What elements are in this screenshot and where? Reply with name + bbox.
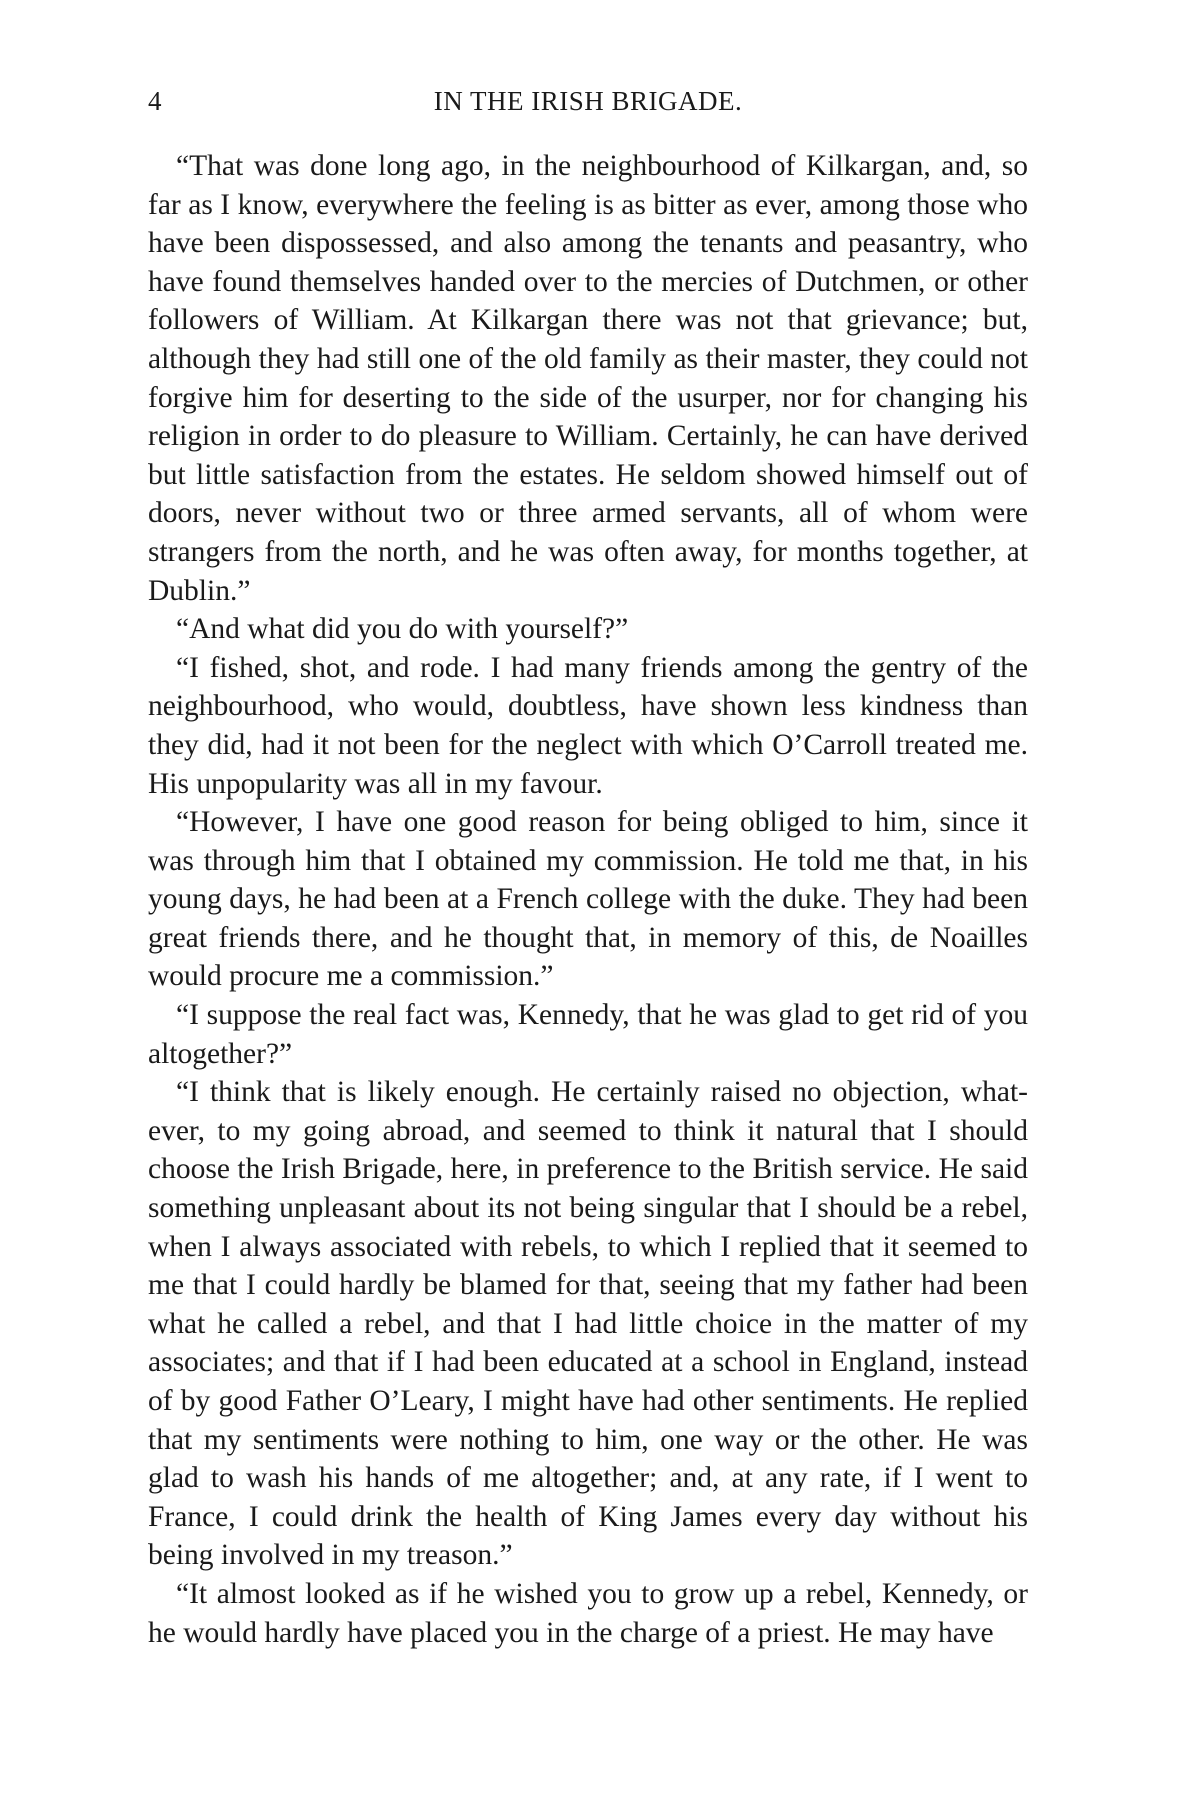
paragraph: “It almost looked as if he wished you to grow up a rebel, Kennedy, or he would hardly have placed you in the charge of a priest. He may have bbox=[148, 1577, 1028, 1649]
paragraph: “That was done long ago, in the neighbourhood of Kilkargan, and, so far as I know, everywhere the feeling is as bitter as ever, among those who have been dispossessed, and also among the tenants and peasantry, who have found themselves handed over to the mercies of Dutchmen, or other followers of William. At Kilkargan there was not that grievance; but, although they had still one of the old family as their master, they could not forgive him for deserting to the side of the usurper, nor for changing his religion in order to do pleasure to William. Certainly, he can have derived but little satisfaction from the estates. He seldom showed himself out of doors, never without two or three armed servants, all of whom were strangers from the north, and he was often away, for months together, at Dublin.” bbox=[148, 150, 1028, 607]
paragraph: “However, I have one good reason for being obliged to him, since it was through him that I obtained my commission. He told me that, in his young days, he had been at a French college with the duke. They had been great friends there, and he thought that, in memory of this, de Noailles would procure me a commission.” bbox=[148, 806, 1028, 993]
running-title: IN THE IRISH BRIGADE. bbox=[433, 86, 743, 116]
paragraph: “I fished, shot, and rode. I had many friends among the gentry of the neighbourhood, who would, doubtless, have shown less kindness than they did, had it not been for the neglect with which O’Carroll treated me. His unpopularity was all in my favour. bbox=[148, 651, 1028, 800]
body-text bbox=[148, 147, 1028, 1652]
book-page bbox=[148, 86, 1028, 1652]
paragraph: “I suppose the real fact was, Kennedy, that he was glad to get rid of you altogether?” bbox=[148, 999, 1028, 1070]
running-head bbox=[148, 86, 1028, 120]
paragraph: “I think that is likely enough. He certainly raised no objection, whatever, to my going abroad, and seemed to think it natural that I should choose the Irish Brigade, here, in preference to the British service. He said something unpleasant about its not being singular that I should be a rebel, when I always associated with rebels, to which I replied that it seemed to me that I could hardly be blamed for that, seeing that my father had been what he called a rebel, and that I had little choice in the matter of my associates; and that if I had been educated at a school in England, instead of by good Father O’Leary, I might have had other sentiments. He replied that my sentiments were nothing to him, one way or the other. He was glad to wash his hands of me altogether; and, at any rate, if I went to France, I could drink the health of King James every day without his being involved in my treason.” bbox=[148, 1076, 1028, 1572]
page-number: 4 bbox=[148, 86, 162, 116]
paragraph: “And what did you do with yourself?” bbox=[176, 613, 629, 646]
